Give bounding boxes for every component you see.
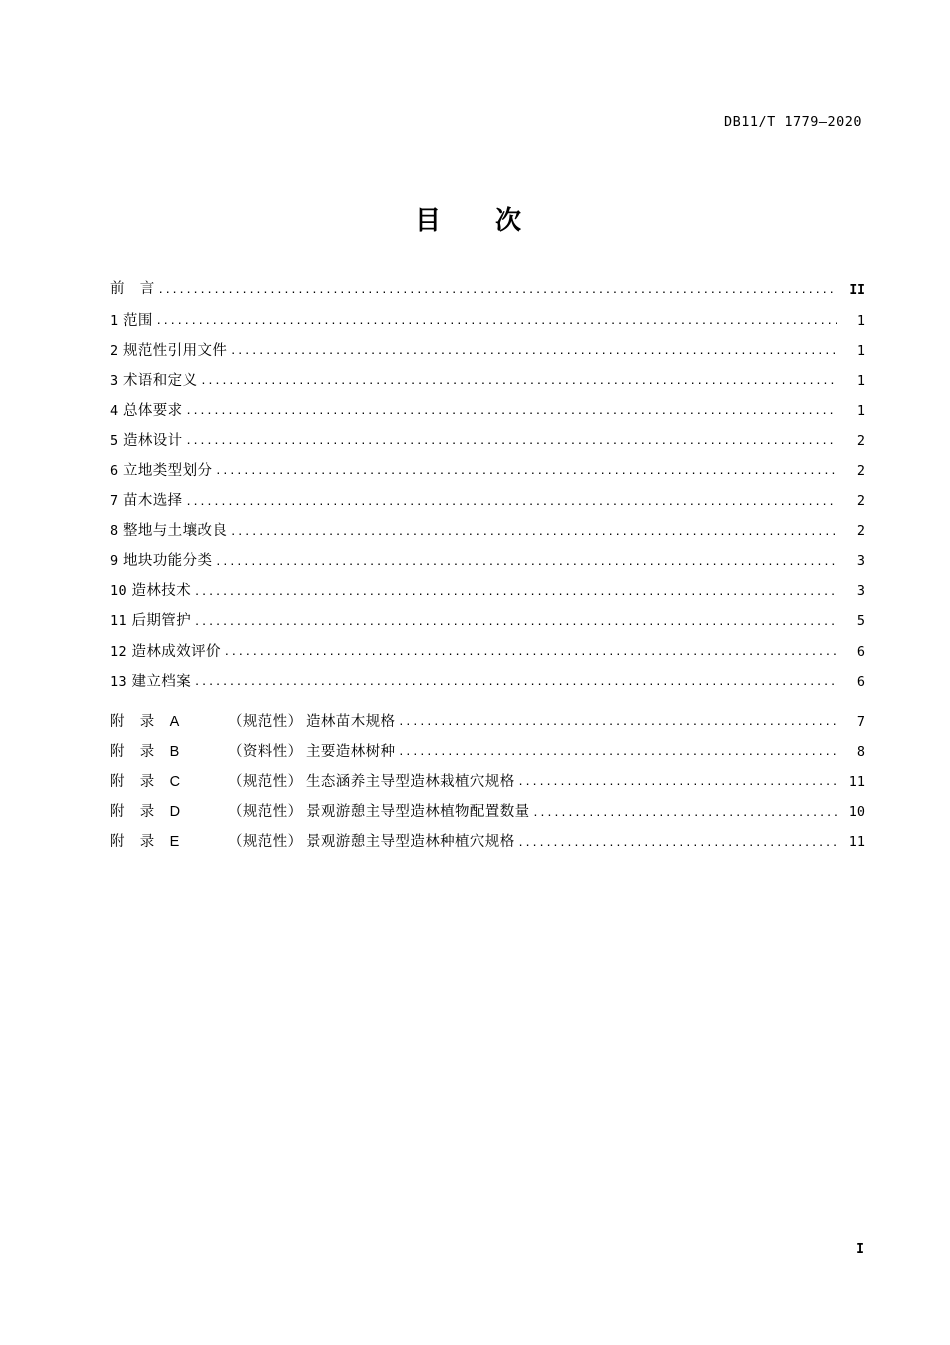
toc-entry-page: 2 <box>856 523 865 540</box>
toc-annex-tag: 附 录 A <box>110 713 180 730</box>
toc-leader-dots <box>216 464 837 478</box>
toc-entry-number: 11 <box>110 613 128 630</box>
toc-leader-dots <box>159 283 837 297</box>
toc-entry-13[interactable] <box>110 675 865 690</box>
toc-entry-page: 6 <box>856 673 865 690</box>
toc-entry-4[interactable] <box>110 404 865 419</box>
toc-leader-dots <box>201 374 837 388</box>
toc-leader-dots <box>519 775 837 789</box>
toc-entry-page: 1 <box>856 402 865 419</box>
toc-leader-dots <box>399 745 837 759</box>
toc-entry-number: 2 <box>110 342 119 359</box>
toc-entry-label <box>110 584 195 599</box>
toc-leader-dots <box>216 555 837 569</box>
toc-annex-tag: 附 录 B <box>110 743 180 760</box>
toc-leader-dots <box>534 806 838 820</box>
toc-entry-2[interactable] <box>110 344 865 359</box>
toc-entry-3[interactable] <box>110 374 865 389</box>
page-title: 目 次 <box>414 206 535 236</box>
toc-entry-9[interactable] <box>110 554 865 569</box>
toc-entry-text: 地块功能分类 <box>122 553 213 570</box>
toc-entry-text: 造林技术 <box>131 583 192 600</box>
toc-annex-e[interactable] <box>110 835 865 850</box>
toc-entry-label <box>110 404 187 419</box>
toc-entry-label <box>110 614 195 629</box>
toc-entry-label <box>110 434 187 449</box>
toc-entry-number: 1 <box>110 312 119 329</box>
toc-entry-label <box>110 675 195 690</box>
toc-annex-kind: （规范性） <box>228 834 303 851</box>
toc-annex-kind: （资料性） <box>228 743 303 760</box>
toc-entry-text: 主要造林树种 <box>306 743 396 760</box>
toc-annex-tag: 附 录 C <box>110 773 181 790</box>
table-of-contents <box>110 282 865 865</box>
toc-entry-text: 苗木选择 <box>122 493 183 510</box>
toc-leader-dots <box>195 585 837 599</box>
toc-leader-dots <box>231 344 837 358</box>
toc-entry-label <box>110 715 399 730</box>
toc-leader-dots <box>225 645 837 659</box>
toc-entry-label <box>110 344 231 359</box>
toc-entry-page: 10 <box>848 804 865 820</box>
toc-leader-dots <box>187 434 837 448</box>
toc-entry-number: 13 <box>110 673 128 690</box>
toc-entry-label <box>110 374 201 389</box>
toc-entry-10[interactable] <box>110 584 865 599</box>
toc-entry-text: 景观游憩主导型造林种植穴规格 <box>306 834 515 851</box>
toc-leader-dots <box>519 836 837 850</box>
toc-entry-1[interactable] <box>110 314 865 329</box>
toc-entry-6[interactable] <box>110 464 865 479</box>
toc-leader-dots <box>187 404 837 418</box>
toc-entry-page: 8 <box>856 743 865 760</box>
toc-leader-dots <box>231 525 837 539</box>
toc-entry-text: 生态涵养主导型造林栽植穴规格 <box>306 773 515 790</box>
toc-entry-label <box>110 645 225 660</box>
toc-entry-page: 1 <box>856 312 865 329</box>
toc-entry-8[interactable] <box>110 524 865 539</box>
toc-entry-page: 2 <box>856 432 865 449</box>
toc-leader-dots <box>195 615 837 629</box>
toc-entry-page: II <box>849 282 865 298</box>
toc-entry-number: 10 <box>110 583 128 600</box>
toc-leader-dots <box>157 314 837 328</box>
toc-entry-12[interactable] <box>110 645 865 660</box>
toc-entry-7[interactable] <box>110 494 865 509</box>
toc-annex-kind: （规范性） <box>228 804 303 820</box>
toc-entry-text: 造林苗木规格 <box>306 713 396 730</box>
toc-entry-number: 9 <box>110 553 119 570</box>
toc-annex-a[interactable] <box>110 715 865 730</box>
toc-entry-label <box>110 554 216 569</box>
toc-entry-page: 5 <box>856 613 865 630</box>
toc-entry-page: 3 <box>856 553 865 570</box>
toc-entry-text: 立地类型划分 <box>122 462 213 479</box>
toc-entry-label <box>110 775 519 790</box>
toc-entry-page: 6 <box>856 643 865 660</box>
toc-entry-page: 7 <box>856 713 865 730</box>
toc-leader-dots <box>195 675 837 689</box>
footer-page-number: I <box>856 1242 864 1257</box>
toc-entry-number: 8 <box>110 523 119 540</box>
toc-annex-b[interactable] <box>110 745 865 760</box>
toc-entry-page: 11 <box>848 834 865 851</box>
toc-entry-number: 7 <box>110 493 119 510</box>
toc-entry-number: 4 <box>110 402 119 419</box>
toc-entry-number: 3 <box>110 372 119 389</box>
toc-entry-number: 6 <box>110 462 119 479</box>
toc-entry-text: 规范性引用文件 <box>122 342 228 359</box>
toc-annex-kind: （规范性） <box>228 773 303 790</box>
toc-entry-text: 造林成效评价 <box>131 643 221 660</box>
toc-entry-page: 1 <box>856 342 865 359</box>
toc-entry-5[interactable] <box>110 434 865 449</box>
toc-annex-kind: （规范性） <box>228 713 303 730</box>
toc-entry-label <box>110 745 399 760</box>
toc-leader-dots <box>399 715 837 729</box>
toc-entry-page: 3 <box>856 583 865 600</box>
toc-entry-text: 整地与土壤改良 <box>122 523 228 540</box>
toc-entry-text: 建立档案 <box>131 673 192 690</box>
toc-entry-text: 造林设计 <box>122 432 183 449</box>
toc-entry-number: 5 <box>110 432 119 449</box>
toc-entry-text: 总体要求 <box>122 402 183 419</box>
toc-leader-dots <box>187 495 837 509</box>
toc-annex-d[interactable] <box>110 805 865 820</box>
toc-entry-label: 前 言 <box>110 281 155 297</box>
toc-entry-label <box>110 494 187 509</box>
toc-annex-c[interactable] <box>110 775 865 790</box>
toc-annex-tag: 附 录 E <box>110 834 180 851</box>
toc-entry-page: 11 <box>848 773 865 790</box>
toc-entry-label <box>110 524 231 539</box>
toc-annex-tag: 附 录 D <box>110 804 181 820</box>
toc-entry-label <box>110 314 157 329</box>
toc-entry-label <box>110 464 216 479</box>
toc-entry-number: 12 <box>110 643 128 660</box>
toc-entry-11[interactable] <box>110 614 865 629</box>
standard-code-header: DB11/T 1779—2020 <box>723 114 862 130</box>
toc-entry-preface[interactable] <box>110 282 865 297</box>
toc-entry-text: 术语和定义 <box>122 372 198 389</box>
toc-entry-page: 1 <box>856 372 865 389</box>
toc-entry-label <box>110 835 519 850</box>
toc-entry-text: 景观游憩主导型造林植物配置数量 <box>306 804 530 820</box>
toc-entry-text: 范围 <box>122 312 153 329</box>
toc-entry-page: 2 <box>856 493 865 510</box>
toc-entry-page: 2 <box>856 462 865 479</box>
toc-entry-text: 后期管护 <box>131 613 192 630</box>
toc-entry-label <box>110 805 534 820</box>
